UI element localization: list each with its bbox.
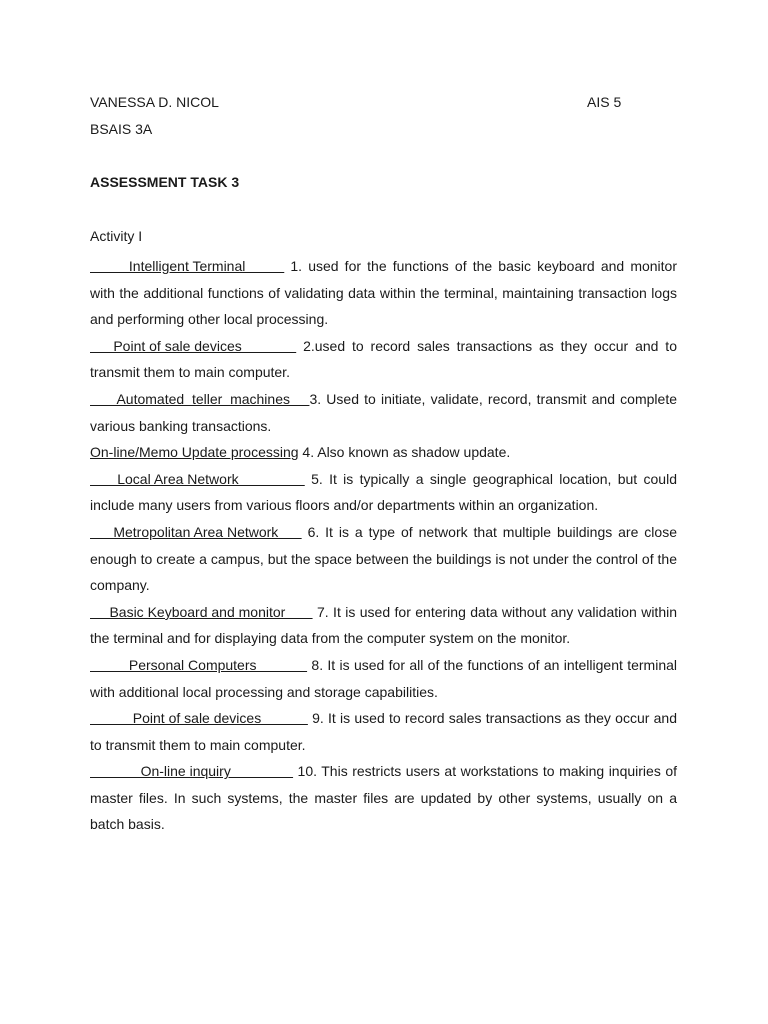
answer-text: Local Area Network xyxy=(90,470,305,487)
item-text: 1. used for the functions of the basic keyboard and monitor with the additional functions of validating data within the terminal, maintaining transaction logs and performing other local processing. xyxy=(90,258,677,328)
item-text: 3. Used to initiate, validate, record, transmit and complete various banking transactions. xyxy=(90,390,677,434)
list-item xyxy=(90,466,677,519)
list-item xyxy=(90,652,677,705)
activity-label: Activity I xyxy=(90,228,143,244)
list-item xyxy=(90,519,677,599)
item-text: 9. It is used to record sales transactions as they occur and to transmit them to main computer. xyxy=(90,710,677,753)
header-row xyxy=(90,92,680,112)
student-section: BSAIS 3A xyxy=(90,121,153,137)
answer-text: Metropolitan Area Network xyxy=(90,523,302,540)
answer-text: Intelligent Terminal xyxy=(90,258,285,274)
item-text: 8. It is used for all of the functions of an intelligent terminal with additional local processing and storage capabilities. xyxy=(90,656,677,700)
item-text: 4. Also known as shadow update. xyxy=(298,444,511,461)
answer-text: On-line inquiry xyxy=(90,763,294,780)
answer-text: Automated teller machines xyxy=(90,390,310,407)
list-item xyxy=(90,253,677,333)
list-item xyxy=(90,758,677,838)
item-text: 6. It is a type of network that multiple buildings are close enough to create a campus, but the space between the buildings is not under the control of the company. xyxy=(90,523,677,594)
answer-text: Point of sale devices xyxy=(90,337,297,354)
list-item xyxy=(90,439,677,466)
item-text: 2.used to record sales transactions as they occur and to transmit them to main computer. xyxy=(90,337,677,381)
list-item xyxy=(90,386,677,439)
student-name: VANESSA D. NICOL xyxy=(90,94,219,110)
list-item xyxy=(90,705,677,758)
item-text: 7. It is used for entering data without any validation within the terminal and for displaying data from the computer system on the monitor. xyxy=(90,603,677,647)
page-title: ASSESSMENT TASK 3 xyxy=(90,174,240,190)
course-code: AIS 5 xyxy=(587,94,622,110)
answer-text: Personal Computers xyxy=(90,656,308,673)
answer-list xyxy=(90,253,677,838)
list-item xyxy=(90,333,677,386)
answer-text: Point of sale devices xyxy=(90,710,308,727)
list-item xyxy=(90,599,677,652)
answer-text: Basic Keyboard and monitor xyxy=(90,603,313,620)
item-text: 5. It is typically a single geographical location, but could include many users from various floors and/or departments within an organization. xyxy=(90,470,677,514)
item-text: 10. This restricts users at workstations to making inquiries of master files. In such systems, the master files are updated by other systems, usually on a batch basis. xyxy=(90,763,677,833)
answer-text: On-line/Memo Update processing xyxy=(90,444,299,461)
